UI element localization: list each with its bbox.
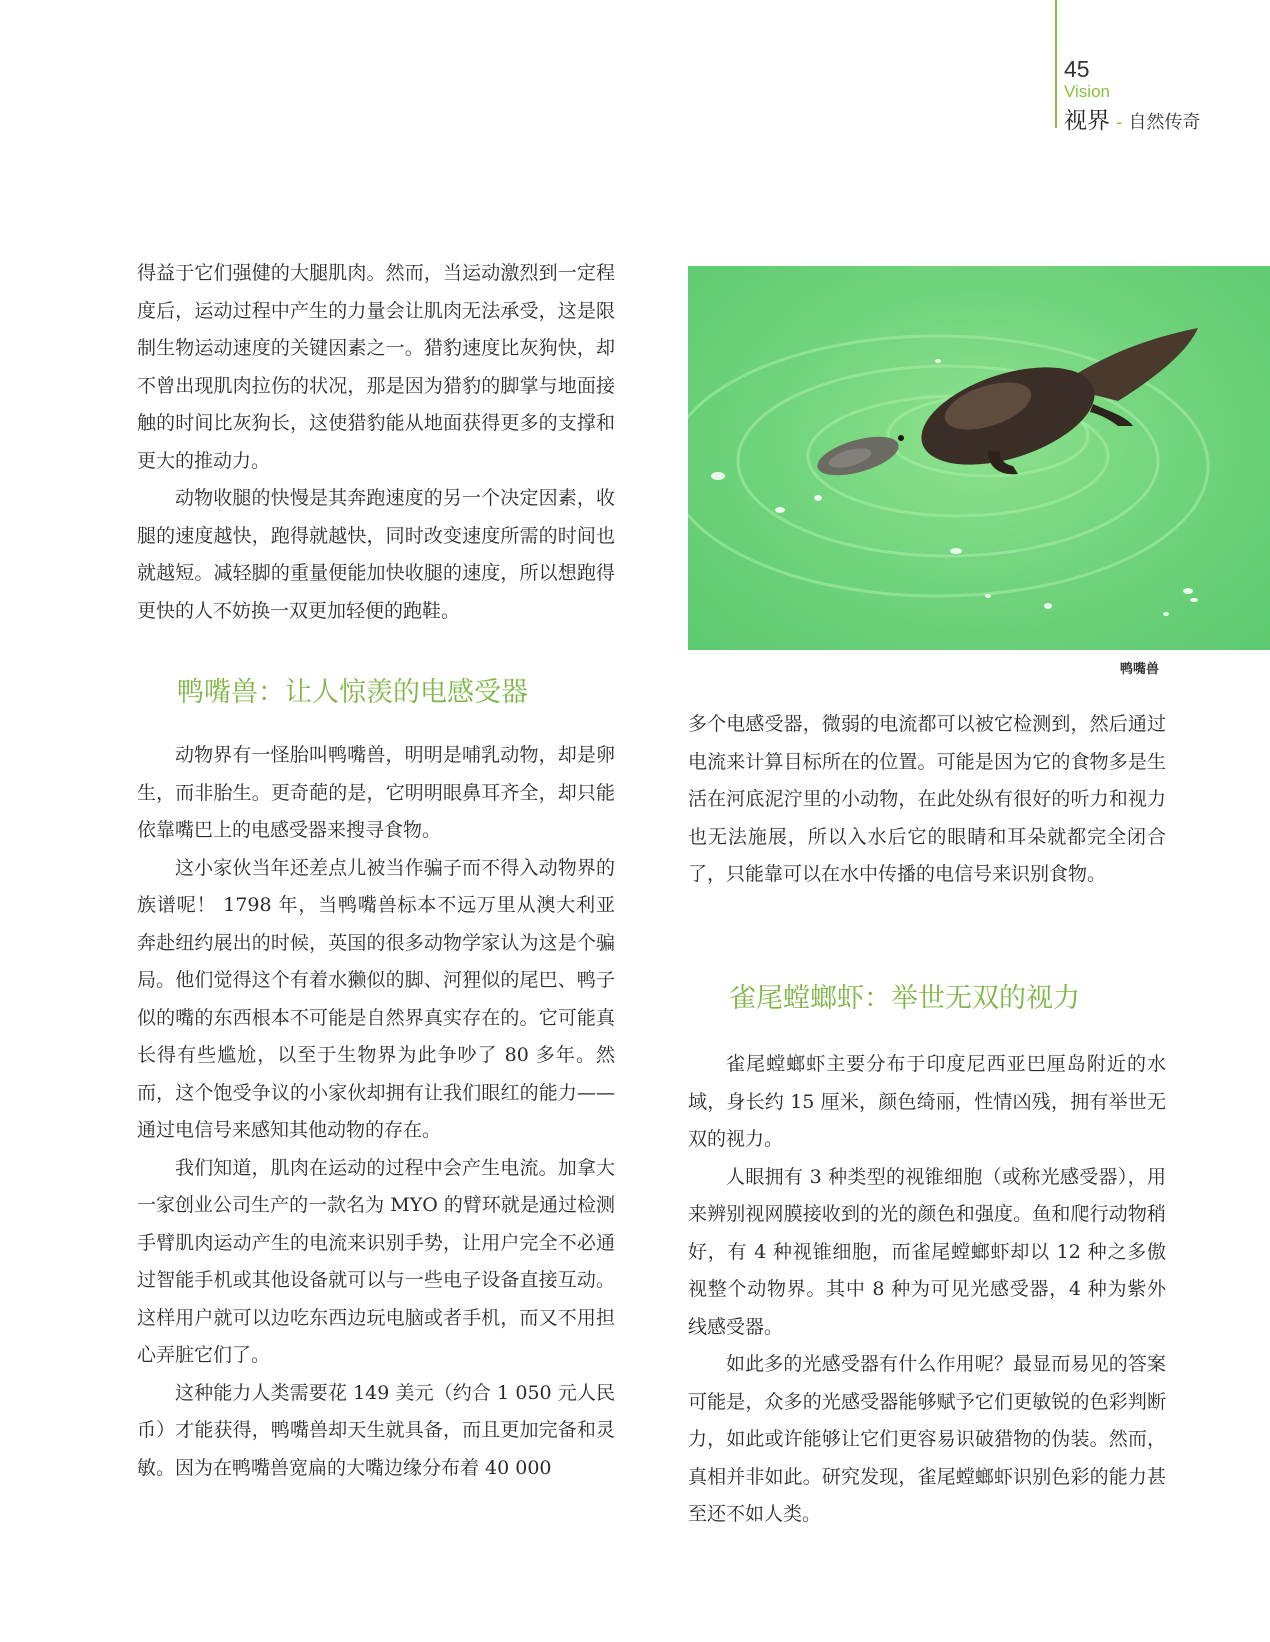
right-column-bottom: [688, 1046, 1166, 1534]
paragraph: 动物收腿的快慢是其奔跑速度的另一个决定因素，收腿的速度越快，跑得就越快，同时改变速度所需的时间也就越短。减轻脚的重量便能加快收腿的速度，所以想跑得更快的人不妨换一双更加轻便的跑鞋。: [137, 487, 615, 622]
paragraph: 我们知道，肌肉在运动的过程中会产生电流。加拿大一家创业公司生产的一款名为 MYO 的臂环就是通过检测手臂肌肉运动产生的电流来识别手势，让用户完全不必通过智能手机或其他设备就可以与一些电子设备直接互动。这样用户就可以边吃东西边玩电脑或者手机，而又不用担心弄脏它们了。: [137, 1156, 615, 1366]
page-number: 45: [1064, 56, 1090, 82]
left-column-bottom: [137, 737, 615, 1487]
platypus-illustration: [688, 266, 1270, 650]
paragraph: 动物界有一怪胎叫鸭嘴兽，明明是哺乳动物，却是卵生，而非胎生。更奇葩的是，它明明眼鼻耳齐全，却只能依靠嘴巴上的电感受器来搜寻食物。: [137, 744, 615, 841]
paragraph: 这种能力人类需要花 149 美元（约合 1 050 元人民币）才能获得，鸭嘴兽却天生就具备，而且更加完备和灵敏。因为在鸭嘴兽宽扁的大嘴边缘分布着 40 000: [137, 1381, 615, 1479]
photo-caption: 鸭嘴兽: [1120, 662, 1160, 677]
section-title: [1064, 102, 1201, 135]
paragraph: 雀尾螳螂虾主要分布于印度尼西亚巴厘岛附近的水域，身长约 15 厘米，颜色绮丽，性情凶残，拥有举世无双的视力。: [688, 1053, 1166, 1150]
paragraph: 多个电感受器，微弱的电流都可以被它检测到，然后通过电流来计算目标所在的位置。可能是因为它的食物多是生活在河底泥泞里的小动物，在此处纵有很好的听力和视力也无法施展，所以入水后它的眼睛和耳朵就都完全闭合了，只能靠可以在水中传播的电信号来识别食物。: [688, 713, 1166, 885]
paragraph: 得益于它们强健的大腿肌肉。然而，当运动激烈到一定程度后，运动过程中产生的力量会让肌肉无法承受，这是限制生物运动速度的关键因素之一。猎豹速度比灰狗快，却不曾出现肌肉拉伤的状况，那是因为猎豹的脚掌与地面接触的时间比灰狗长，这使猎豹能从地面获得更多的支撑和更大的推动力。: [137, 262, 615, 472]
section-name-zh: 视界: [1064, 108, 1110, 134]
section-separator: -: [1116, 112, 1123, 133]
left-column-top: [137, 255, 615, 630]
paragraph: 人眼拥有 3 种类型的视锥细胞（或称光感受器），用来辨别视网膜接收到的光的颜色和强度。鱼和爬行动物稍好，有 4 种视锥细胞，而雀尾螳螂虾却以 12 种之多傲视整个动物界。其中 8 种为可见光感受器，4 种为紫外线感受器。: [688, 1165, 1166, 1338]
section-heading-mantis-shrimp: 雀尾螳螂虾：举世无双的视力: [729, 983, 1080, 1014]
paragraph: 这小家伙当年还差点儿被当作骗子而不得入动物界的族谱呢！ 1798 年，当鸭嘴兽标本不远万里从澳大利亚奔赴纽约展出的时候，英国的很多动物学家认为这是个骗局。他们觉得这个有着水獭似的脚、河狸似的尾巴、鸭子似的嘴的东西根本不可能是自然界真实存在的。它可能真长得有些尴尬，以至于生物界为此争吵了 80 多年。然而，这个饱受争议的小家伙却拥有让我们眼红的能力——通过电信号来感知其他动物的存在。: [137, 856, 615, 1141]
platypus-photo: [688, 266, 1270, 650]
paragraph: 如此多的光感受器有什么作用呢？最显而易见的答案可能是，众多的光感受器能够赋予它们更敏锐的色彩判断力，如此或许能够让它们更容易识破猎物的伪装。然而，真相并非如此。研究发现，雀尾螳螂虾识别色彩的能力甚至还不如人类。: [688, 1353, 1166, 1525]
right-column-top: [688, 706, 1166, 894]
subsection-name: 自然传奇: [1128, 112, 1201, 133]
section-name-en: Vision: [1064, 82, 1110, 101]
header-rule: [1055, 0, 1057, 128]
section-heading-platypus: 鸭嘴兽：让人惊羡的电感受器: [177, 677, 528, 708]
